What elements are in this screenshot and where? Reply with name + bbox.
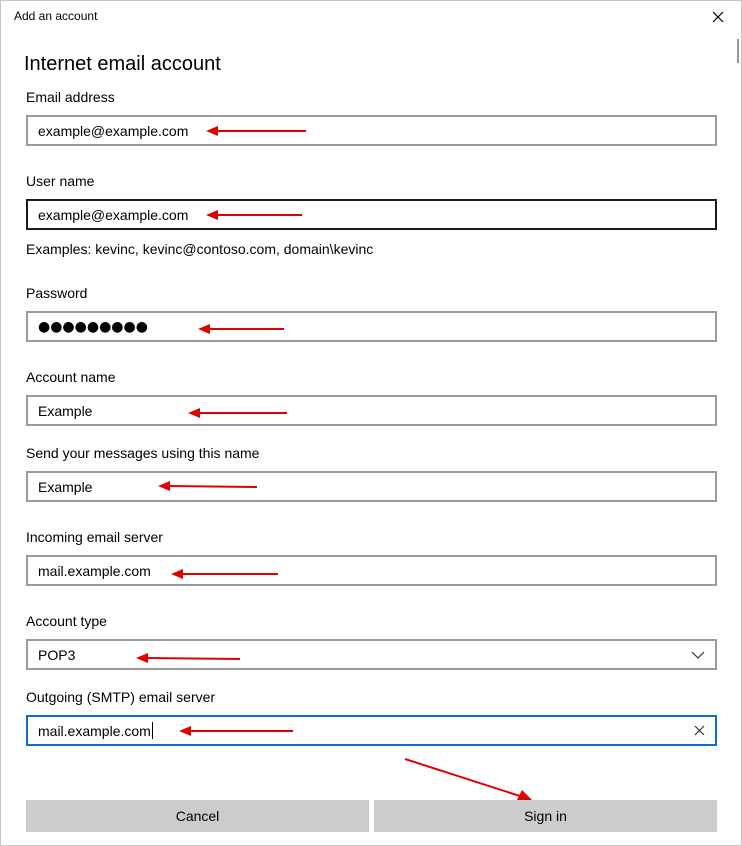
title-bar (1, 1, 741, 33)
window-title: Add an account (14, 9, 98, 23)
text-caret (152, 722, 153, 739)
account-name-label: Account name (26, 369, 116, 385)
email-label: Email address (26, 89, 115, 105)
annotation-arrow-send-name (158, 480, 259, 492)
outgoing-server-label: Outgoing (SMTP) email server (26, 689, 216, 705)
clear-icon[interactable] (694, 725, 705, 736)
annotation-arrow-account-type (136, 652, 242, 664)
account-name-value: Example (38, 402, 93, 419)
annotation-arrow-password (198, 323, 286, 335)
outgoing-server-value: mail.example.com (38, 722, 151, 739)
annotation-arrow-sign-in (403, 756, 535, 804)
annotation-arrow-outgoing (179, 725, 295, 737)
scrollbar[interactable] (737, 39, 739, 63)
password-value: ●●●●●●●●● (38, 318, 148, 335)
send-name-field[interactable] (26, 471, 717, 502)
close-icon (712, 11, 724, 23)
send-name-label: Send your messages using this name (26, 445, 260, 461)
annotation-arrow-email (206, 125, 308, 137)
username-hint: Examples: kevinc, kevinc@contoso.com, domain\kevinc (26, 241, 374, 257)
account-name-field[interactable] (26, 395, 717, 426)
incoming-server-field[interactable] (26, 555, 717, 586)
username-value: example@example.com (38, 206, 189, 223)
password-field[interactable] (26, 311, 717, 342)
cancel-button[interactable]: Cancel (26, 800, 369, 832)
annotation-arrow-incoming (171, 568, 280, 580)
password-label: Password (26, 285, 88, 301)
username-label: User name (26, 173, 95, 189)
annotation-arrow-username (206, 209, 304, 221)
close-button[interactable] (695, 1, 741, 33)
sign-in-button[interactable]: Sign in (374, 800, 717, 832)
send-name-value: Example (38, 478, 93, 495)
account-type-value: POP3 (38, 646, 76, 663)
outgoing-server-field[interactable] (26, 715, 717, 746)
incoming-server-value: mail.example.com (38, 562, 151, 579)
username-field[interactable] (26, 199, 717, 230)
incoming-server-label: Incoming email server (26, 529, 163, 545)
chevron-down-icon (691, 648, 705, 662)
annotation-arrow-account-name (188, 407, 289, 419)
email-value: example@example.com (38, 122, 189, 139)
account-type-select[interactable] (26, 639, 717, 670)
account-type-label: Account type (26, 613, 107, 629)
email-field[interactable] (26, 115, 717, 146)
page-title: Internet email account (24, 53, 221, 75)
